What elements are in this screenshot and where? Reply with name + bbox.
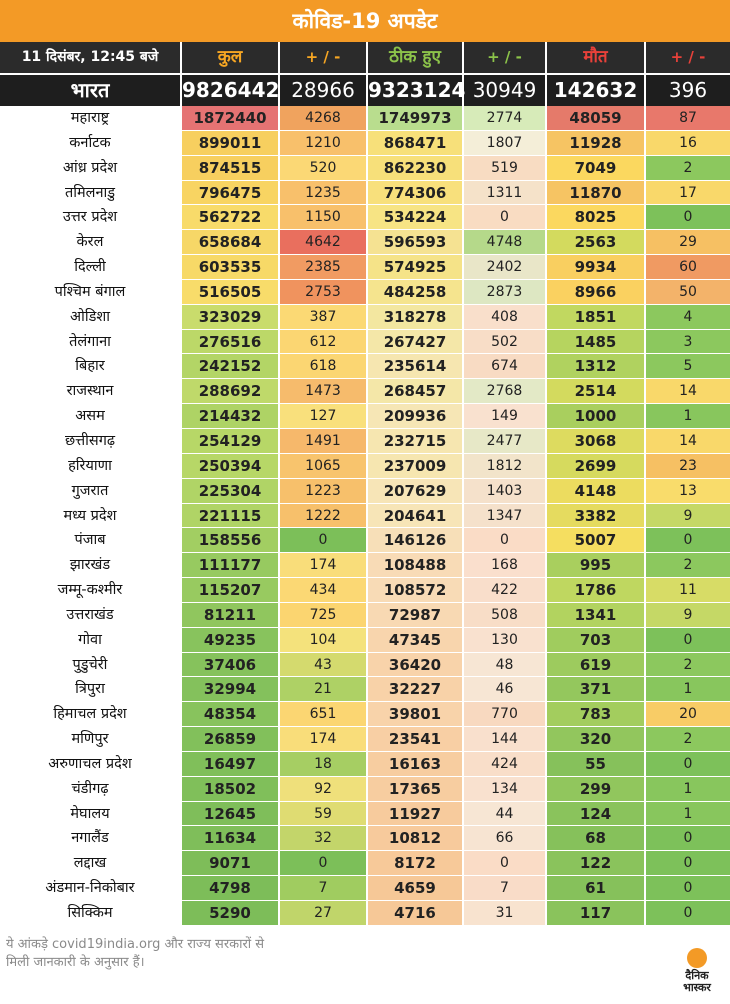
table-row bbox=[0, 553, 730, 578]
deaths-delta: 14 bbox=[646, 379, 730, 403]
deaths-delta: 0 bbox=[646, 752, 730, 776]
deaths-delta: 20 bbox=[646, 702, 730, 726]
national-deaths: 142632 bbox=[547, 75, 646, 106]
state-name: सिक्किम bbox=[0, 901, 182, 925]
state-table bbox=[0, 106, 730, 926]
total-cases: 214432 bbox=[182, 404, 280, 428]
table-row bbox=[0, 255, 730, 280]
state-name: अरुणाचल प्रदेश bbox=[0, 752, 182, 776]
table-row bbox=[0, 454, 730, 479]
recovered: 534224 bbox=[368, 205, 464, 229]
deaths-delta: 16 bbox=[646, 131, 730, 155]
table-row bbox=[0, 851, 730, 876]
table-row bbox=[0, 230, 730, 255]
table-header bbox=[0, 42, 730, 73]
national-row bbox=[0, 73, 730, 106]
total-delta: 2753 bbox=[280, 280, 368, 304]
deaths: 371 bbox=[547, 677, 646, 701]
recovered-delta: 508 bbox=[464, 603, 547, 627]
national-total-delta: 28966 bbox=[280, 75, 368, 106]
total-delta: 104 bbox=[280, 628, 368, 652]
table-row bbox=[0, 131, 730, 156]
recovered: 16163 bbox=[368, 752, 464, 776]
deaths-delta: 0 bbox=[646, 528, 730, 552]
total-cases: 111177 bbox=[182, 553, 280, 577]
table-row bbox=[0, 280, 730, 305]
recovered-delta: 46 bbox=[464, 677, 547, 701]
deaths-delta: 0 bbox=[646, 826, 730, 850]
table-row bbox=[0, 330, 730, 355]
total-delta: 434 bbox=[280, 578, 368, 602]
deaths-delta: 3 bbox=[646, 330, 730, 354]
recovered: 17365 bbox=[368, 777, 464, 801]
deaths-delta: 0 bbox=[646, 876, 730, 900]
state-name: पश्चिम बंगाल bbox=[0, 280, 182, 304]
header-deaths-delta: + / - bbox=[670, 48, 706, 66]
table-row bbox=[0, 777, 730, 802]
total-delta: 7 bbox=[280, 876, 368, 900]
total-delta: 1222 bbox=[280, 504, 368, 528]
deaths: 1851 bbox=[547, 305, 646, 329]
total-delta: 59 bbox=[280, 802, 368, 826]
state-name: बिहार bbox=[0, 354, 182, 378]
deaths: 48059 bbox=[547, 106, 646, 130]
recovered: 23541 bbox=[368, 727, 464, 751]
state-name: तेलंगाना bbox=[0, 330, 182, 354]
total-cases: 516505 bbox=[182, 280, 280, 304]
total-delta: 1210 bbox=[280, 131, 368, 155]
total-cases: 562722 bbox=[182, 205, 280, 229]
recovered: 1749973 bbox=[368, 106, 464, 130]
total-delta: 1491 bbox=[280, 429, 368, 453]
state-name: अंडमान-निकोबार bbox=[0, 876, 182, 900]
total-delta: 32 bbox=[280, 826, 368, 850]
national-total: 9826442 bbox=[182, 75, 280, 106]
recovered-delta: 144 bbox=[464, 727, 547, 751]
state-name: चंडीगढ़ bbox=[0, 777, 182, 801]
recovered-delta: 4748 bbox=[464, 230, 547, 254]
deaths: 9934 bbox=[547, 255, 646, 279]
deaths: 8966 bbox=[547, 280, 646, 304]
deaths: 995 bbox=[547, 553, 646, 577]
recovered: 108572 bbox=[368, 578, 464, 602]
total-cases: 899011 bbox=[182, 131, 280, 155]
total-cases: 48354 bbox=[182, 702, 280, 726]
header-total: कुल bbox=[182, 42, 280, 73]
total-delta: 18 bbox=[280, 752, 368, 776]
state-name: महाराष्ट्र bbox=[0, 106, 182, 130]
recovered-delta: 2774 bbox=[464, 106, 547, 130]
state-name: झारखंड bbox=[0, 553, 182, 577]
deaths-delta: 9 bbox=[646, 603, 730, 627]
deaths: 1312 bbox=[547, 354, 646, 378]
state-name: मेघालय bbox=[0, 802, 182, 826]
recovered-delta: 502 bbox=[464, 330, 547, 354]
national-recovered-delta: 30949 bbox=[464, 75, 547, 106]
state-name: हिमाचल प्रदेश bbox=[0, 702, 182, 726]
total-delta: 174 bbox=[280, 727, 368, 751]
state-name: मणिपुर bbox=[0, 727, 182, 751]
recovered-delta: 1812 bbox=[464, 454, 547, 478]
national-recovered: 9323124 bbox=[368, 75, 464, 106]
deaths: 783 bbox=[547, 702, 646, 726]
total-delta: 92 bbox=[280, 777, 368, 801]
total-delta: 1150 bbox=[280, 205, 368, 229]
table-row bbox=[0, 876, 730, 901]
brand-logo bbox=[668, 948, 726, 994]
table-row bbox=[0, 628, 730, 653]
recovered: 774306 bbox=[368, 181, 464, 205]
deaths-delta: 2 bbox=[646, 653, 730, 677]
deaths: 61 bbox=[547, 876, 646, 900]
deaths-delta: 4 bbox=[646, 305, 730, 329]
deaths-delta: 2 bbox=[646, 727, 730, 751]
state-name: दिल्ली bbox=[0, 255, 182, 279]
recovered-delta: 31 bbox=[464, 901, 547, 925]
table-row bbox=[0, 653, 730, 678]
header-date: 11 दिसंबर, 12:45 बजे bbox=[0, 42, 182, 73]
recovered: 4659 bbox=[368, 876, 464, 900]
total-delta: 4642 bbox=[280, 230, 368, 254]
deaths-delta: 29 bbox=[646, 230, 730, 254]
table-row bbox=[0, 106, 730, 131]
total-cases: 658684 bbox=[182, 230, 280, 254]
brand-line2: भास्कर bbox=[683, 981, 711, 994]
recovered: 207629 bbox=[368, 479, 464, 503]
total-delta: 21 bbox=[280, 677, 368, 701]
total-cases: 250394 bbox=[182, 454, 280, 478]
state-name: ओडिशा bbox=[0, 305, 182, 329]
total-cases: 49235 bbox=[182, 628, 280, 652]
table-row bbox=[0, 528, 730, 553]
footnote-line1: ये आंकड़े covid19india.org और राज्य सरकारों से bbox=[6, 937, 265, 952]
recovered-delta: 168 bbox=[464, 553, 547, 577]
table-row bbox=[0, 727, 730, 752]
deaths-delta: 1 bbox=[646, 404, 730, 428]
recovered-delta: 519 bbox=[464, 156, 547, 180]
deaths-delta: 14 bbox=[646, 429, 730, 453]
deaths: 11928 bbox=[547, 131, 646, 155]
recovered-delta: 422 bbox=[464, 578, 547, 602]
recovered: 146126 bbox=[368, 528, 464, 552]
recovered-delta: 1807 bbox=[464, 131, 547, 155]
total-delta: 725 bbox=[280, 603, 368, 627]
national-name: भारत bbox=[0, 75, 182, 106]
state-name: हरियाणा bbox=[0, 454, 182, 478]
total-delta: 1065 bbox=[280, 454, 368, 478]
deaths-delta: 1 bbox=[646, 677, 730, 701]
total-cases: 18502 bbox=[182, 777, 280, 801]
total-delta: 174 bbox=[280, 553, 368, 577]
table-row bbox=[0, 677, 730, 702]
recovered: 232715 bbox=[368, 429, 464, 453]
state-name: छत्तीसगढ़ bbox=[0, 429, 182, 453]
recovered: 596593 bbox=[368, 230, 464, 254]
recovered-delta: 0 bbox=[464, 528, 547, 552]
table-row bbox=[0, 578, 730, 603]
deaths-delta: 1 bbox=[646, 802, 730, 826]
state-name: गोवा bbox=[0, 628, 182, 652]
state-name: कर्नाटक bbox=[0, 131, 182, 155]
recovered-delta: 2768 bbox=[464, 379, 547, 403]
deaths-delta: 23 bbox=[646, 454, 730, 478]
deaths: 619 bbox=[547, 653, 646, 677]
recovered-delta: 674 bbox=[464, 354, 547, 378]
deaths-delta: 13 bbox=[646, 479, 730, 503]
table-row bbox=[0, 603, 730, 628]
table-row bbox=[0, 379, 730, 404]
state-name: जम्मू-कश्मीर bbox=[0, 578, 182, 602]
national-deaths-delta: 396 bbox=[668, 78, 708, 102]
sun-icon bbox=[687, 948, 707, 968]
deaths: 299 bbox=[547, 777, 646, 801]
header-recovered: ठीक हुए bbox=[368, 42, 464, 73]
deaths-delta: 87 bbox=[646, 106, 730, 130]
table-row bbox=[0, 479, 730, 504]
deaths: 3068 bbox=[547, 429, 646, 453]
recovered: 4716 bbox=[368, 901, 464, 925]
state-name: केरल bbox=[0, 230, 182, 254]
deaths: 3382 bbox=[547, 504, 646, 528]
total-delta: 387 bbox=[280, 305, 368, 329]
recovered: 8172 bbox=[368, 851, 464, 875]
table-row bbox=[0, 156, 730, 181]
table-row bbox=[0, 305, 730, 330]
recovered: 862230 bbox=[368, 156, 464, 180]
deaths: 2514 bbox=[547, 379, 646, 403]
deaths-delta: 60 bbox=[646, 255, 730, 279]
footnote-line2: मिली जानकारी के अनुसार हैं। bbox=[6, 955, 145, 970]
deaths-delta: 1 bbox=[646, 777, 730, 801]
recovered-delta: 1347 bbox=[464, 504, 547, 528]
deaths: 68 bbox=[547, 826, 646, 850]
deaths-delta: 9 bbox=[646, 504, 730, 528]
total-cases: 874515 bbox=[182, 156, 280, 180]
recovered-delta: 424 bbox=[464, 752, 547, 776]
total-cases: 115207 bbox=[182, 578, 280, 602]
state-name: उत्तर प्रदेश bbox=[0, 205, 182, 229]
deaths-delta: 50 bbox=[646, 280, 730, 304]
recovered: 235614 bbox=[368, 354, 464, 378]
total-cases: 796475 bbox=[182, 181, 280, 205]
state-name: तमिलनाडु bbox=[0, 181, 182, 205]
recovered: 72987 bbox=[368, 603, 464, 627]
recovered: 36420 bbox=[368, 653, 464, 677]
deaths: 4148 bbox=[547, 479, 646, 503]
total-cases: 276516 bbox=[182, 330, 280, 354]
recovered: 267427 bbox=[368, 330, 464, 354]
recovered: 108488 bbox=[368, 553, 464, 577]
deaths-delta: 0 bbox=[646, 205, 730, 229]
total-delta: 651 bbox=[280, 702, 368, 726]
deaths: 122 bbox=[547, 851, 646, 875]
total-delta: 0 bbox=[280, 851, 368, 875]
recovered-delta: 0 bbox=[464, 851, 547, 875]
total-cases: 603535 bbox=[182, 255, 280, 279]
table-row bbox=[0, 429, 730, 454]
total-delta: 1473 bbox=[280, 379, 368, 403]
table-row bbox=[0, 404, 730, 429]
state-name: असम bbox=[0, 404, 182, 428]
recovered: 268457 bbox=[368, 379, 464, 403]
brand-line1: दैनिक bbox=[685, 969, 709, 982]
page-title: कोविड-19 अपडेट bbox=[0, 0, 730, 42]
recovered: 574925 bbox=[368, 255, 464, 279]
recovered: 39801 bbox=[368, 702, 464, 726]
total-delta: 43 bbox=[280, 653, 368, 677]
table-row bbox=[0, 504, 730, 529]
recovered-delta: 1403 bbox=[464, 479, 547, 503]
state-name: गुजरात bbox=[0, 479, 182, 503]
header-deaths: मौत bbox=[547, 42, 646, 73]
deaths: 11870 bbox=[547, 181, 646, 205]
total-cases: 5290 bbox=[182, 901, 280, 925]
deaths-delta: 0 bbox=[646, 628, 730, 652]
footnote bbox=[6, 936, 366, 972]
total-cases: 288692 bbox=[182, 379, 280, 403]
recovered-delta: 66 bbox=[464, 826, 547, 850]
recovered: 237009 bbox=[368, 454, 464, 478]
total-cases: 37406 bbox=[182, 653, 280, 677]
deaths: 55 bbox=[547, 752, 646, 776]
header-recovered-delta: + / - bbox=[464, 42, 547, 73]
total-delta: 127 bbox=[280, 404, 368, 428]
deaths-delta: 0 bbox=[646, 851, 730, 875]
recovered-delta: 44 bbox=[464, 802, 547, 826]
recovered-delta: 770 bbox=[464, 702, 547, 726]
recovered-delta: 408 bbox=[464, 305, 547, 329]
recovered: 47345 bbox=[368, 628, 464, 652]
recovered-delta: 130 bbox=[464, 628, 547, 652]
recovered: 10812 bbox=[368, 826, 464, 850]
table-row bbox=[0, 802, 730, 827]
deaths: 1341 bbox=[547, 603, 646, 627]
total-delta: 2385 bbox=[280, 255, 368, 279]
header-total-delta: + / - bbox=[280, 42, 368, 73]
table-row bbox=[0, 354, 730, 379]
state-name: उत्तराखंड bbox=[0, 603, 182, 627]
deaths: 1786 bbox=[547, 578, 646, 602]
deaths-delta: 17 bbox=[646, 181, 730, 205]
state-name: लद्दाख bbox=[0, 851, 182, 875]
total-cases: 221115 bbox=[182, 504, 280, 528]
recovered-delta: 0 bbox=[464, 205, 547, 229]
recovered: 32227 bbox=[368, 677, 464, 701]
total-cases: 26859 bbox=[182, 727, 280, 751]
total-cases: 225304 bbox=[182, 479, 280, 503]
total-cases: 11634 bbox=[182, 826, 280, 850]
deaths-delta: 2 bbox=[646, 156, 730, 180]
recovered: 209936 bbox=[368, 404, 464, 428]
deaths-delta: 11 bbox=[646, 578, 730, 602]
recovered-delta: 7 bbox=[464, 876, 547, 900]
recovered: 318278 bbox=[368, 305, 464, 329]
deaths: 1000 bbox=[547, 404, 646, 428]
total-delta: 520 bbox=[280, 156, 368, 180]
total-cases: 9071 bbox=[182, 851, 280, 875]
deaths: 5007 bbox=[547, 528, 646, 552]
recovered-delta: 134 bbox=[464, 777, 547, 801]
deaths: 1485 bbox=[547, 330, 646, 354]
total-cases: 4798 bbox=[182, 876, 280, 900]
recovered-delta: 1311 bbox=[464, 181, 547, 205]
state-name: मध्य प्रदेश bbox=[0, 504, 182, 528]
total-cases: 81211 bbox=[182, 603, 280, 627]
total-delta: 1235 bbox=[280, 181, 368, 205]
table-row bbox=[0, 205, 730, 230]
total-delta: 1223 bbox=[280, 479, 368, 503]
total-cases: 158556 bbox=[182, 528, 280, 552]
table-row bbox=[0, 181, 730, 206]
total-cases: 16497 bbox=[182, 752, 280, 776]
total-delta: 4268 bbox=[280, 106, 368, 130]
total-delta: 612 bbox=[280, 330, 368, 354]
table-row bbox=[0, 702, 730, 727]
total-cases: 1872440 bbox=[182, 106, 280, 130]
total-cases: 323029 bbox=[182, 305, 280, 329]
deaths: 703 bbox=[547, 628, 646, 652]
state-name: पुडुचेरी bbox=[0, 653, 182, 677]
state-name: आंध्र प्रदेश bbox=[0, 156, 182, 180]
state-name: राजस्थान bbox=[0, 379, 182, 403]
total-delta: 0 bbox=[280, 528, 368, 552]
deaths: 117 bbox=[547, 901, 646, 925]
total-delta: 618 bbox=[280, 354, 368, 378]
total-cases: 242152 bbox=[182, 354, 280, 378]
table-row bbox=[0, 752, 730, 777]
recovered-delta: 2477 bbox=[464, 429, 547, 453]
total-cases: 254129 bbox=[182, 429, 280, 453]
table-row bbox=[0, 826, 730, 851]
state-name: नगालैंड bbox=[0, 826, 182, 850]
deaths: 7049 bbox=[547, 156, 646, 180]
table-row bbox=[0, 901, 730, 926]
deaths: 2563 bbox=[547, 230, 646, 254]
deaths: 320 bbox=[547, 727, 646, 751]
recovered-delta: 2873 bbox=[464, 280, 547, 304]
recovered: 11927 bbox=[368, 802, 464, 826]
recovered: 204641 bbox=[368, 504, 464, 528]
total-cases: 12645 bbox=[182, 802, 280, 826]
total-delta: 27 bbox=[280, 901, 368, 925]
deaths-delta: 0 bbox=[646, 901, 730, 925]
total-cases: 32994 bbox=[182, 677, 280, 701]
deaths-delta: 2 bbox=[646, 553, 730, 577]
state-name: त्रिपुरा bbox=[0, 677, 182, 701]
recovered-delta: 48 bbox=[464, 653, 547, 677]
deaths: 2699 bbox=[547, 454, 646, 478]
recovered-delta: 2402 bbox=[464, 255, 547, 279]
recovered: 868471 bbox=[368, 131, 464, 155]
deaths-delta: 5 bbox=[646, 354, 730, 378]
deaths: 124 bbox=[547, 802, 646, 826]
deaths: 8025 bbox=[547, 205, 646, 229]
state-name: पंजाब bbox=[0, 528, 182, 552]
recovered-delta: 149 bbox=[464, 404, 547, 428]
recovered: 484258 bbox=[368, 280, 464, 304]
